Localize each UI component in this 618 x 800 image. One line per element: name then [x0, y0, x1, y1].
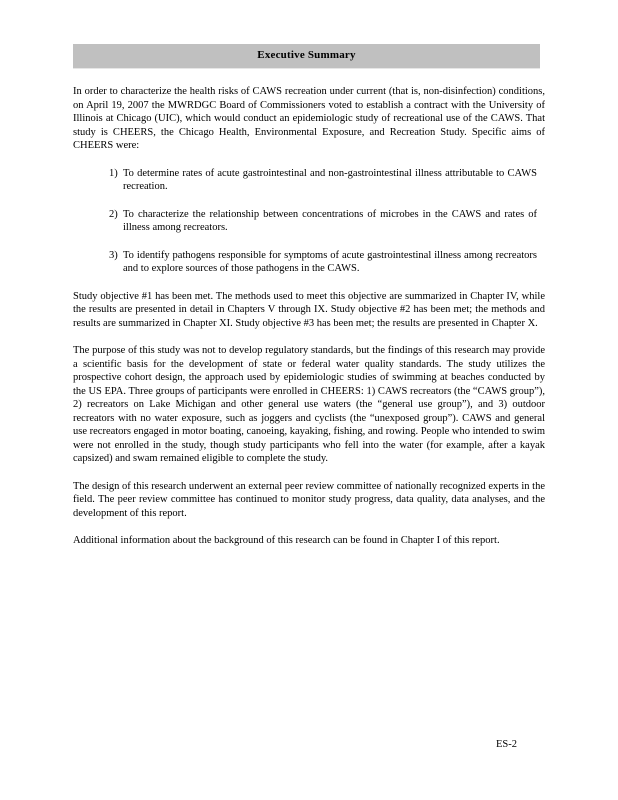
aims-list	[73, 167, 545, 276]
list-item-number: 2)	[109, 208, 118, 220]
title-bar	[73, 44, 540, 69]
intro-paragraph: In order to characterize the health risks of CAWS recreation under current (that is, non-disinfection) conditions, on April 19, 2007 the MWRDGC Board of Commissioners voted to establish a contract with the University of Illinois at Chicago (UIC), which would conduct an epidemiologic study of recreational use of the CAWS. That study is CHEERS, the Chicago Health, Environmental Exposure, and Recreation Study. Specific aims of CHEERS were:	[73, 86, 545, 151]
additional-info-paragraph: Additional information about the background of this research can be found in Chapter I of this report.	[73, 535, 500, 546]
list-item-text: To identify pathogens responsible for symptoms of acute gastrointestinal illness among recreators and to explore sources of those pathogens in the CAWS.	[123, 249, 537, 274]
list-item	[109, 208, 545, 235]
list-item-number: 3)	[109, 249, 118, 261]
list-item	[109, 249, 545, 276]
list-item-text: To characterize the relationship between concentrations of microbes in the CAWS and rates of illness among recreators.	[123, 208, 537, 233]
objectives-paragraph: Study objective #1 has been met. The methods used to meet this objective are summarized in Chapter IV, while the results are presented in detail in Chapters V through IX. Study objective #2 has been met; the methods and results are summarized in Chapter XI. Study objective #3 has been met; the results are presented in Chapter X.	[73, 290, 545, 329]
purpose-paragraph: The purpose of this study was not to develop regulatory standards, but the findings of this research may provide a scientific basis for the development of state or federal water quality standards. The study utilizes the prospective cohort design, the approach used by epidemiologic studies of swimming at beaches conducted by the US EPA. Three groups of participants were enrolled in CHEERS: 1) CAWS recreators (the “CAWS group”), 2) recreators on Lake Michigan and other general use waters (the “general use group”), and 3) outdoor recreators with no water exposure, such as joggers and cyclists (the “unexposed group”). CAWS and general use recreators engaged in motor boating, canoeing, kayaking, fishing, and rowing. People who intended to swim were not enrolled in the study, though study participants who fell into the water (for example, after a kayak capsized) and swam remained eligible to complete the study.	[73, 345, 545, 464]
page-title: Executive Summary	[257, 49, 356, 62]
page-number: ES-2	[496, 739, 517, 750]
document-body	[73, 85, 545, 562]
peer-review-paragraph: The design of this research underwent an external peer review committee of nationally recognized experts in the field. The peer review committee has continued to monitor study progress, data quality, data analyses, and the development of this report.	[73, 480, 545, 519]
list-item	[109, 167, 545, 194]
list-item-number: 1)	[109, 167, 118, 179]
list-item-text: To determine rates of acute gastrointestinal and non-gastrointestinal illness attributable to CAWS recreation.	[123, 167, 537, 192]
